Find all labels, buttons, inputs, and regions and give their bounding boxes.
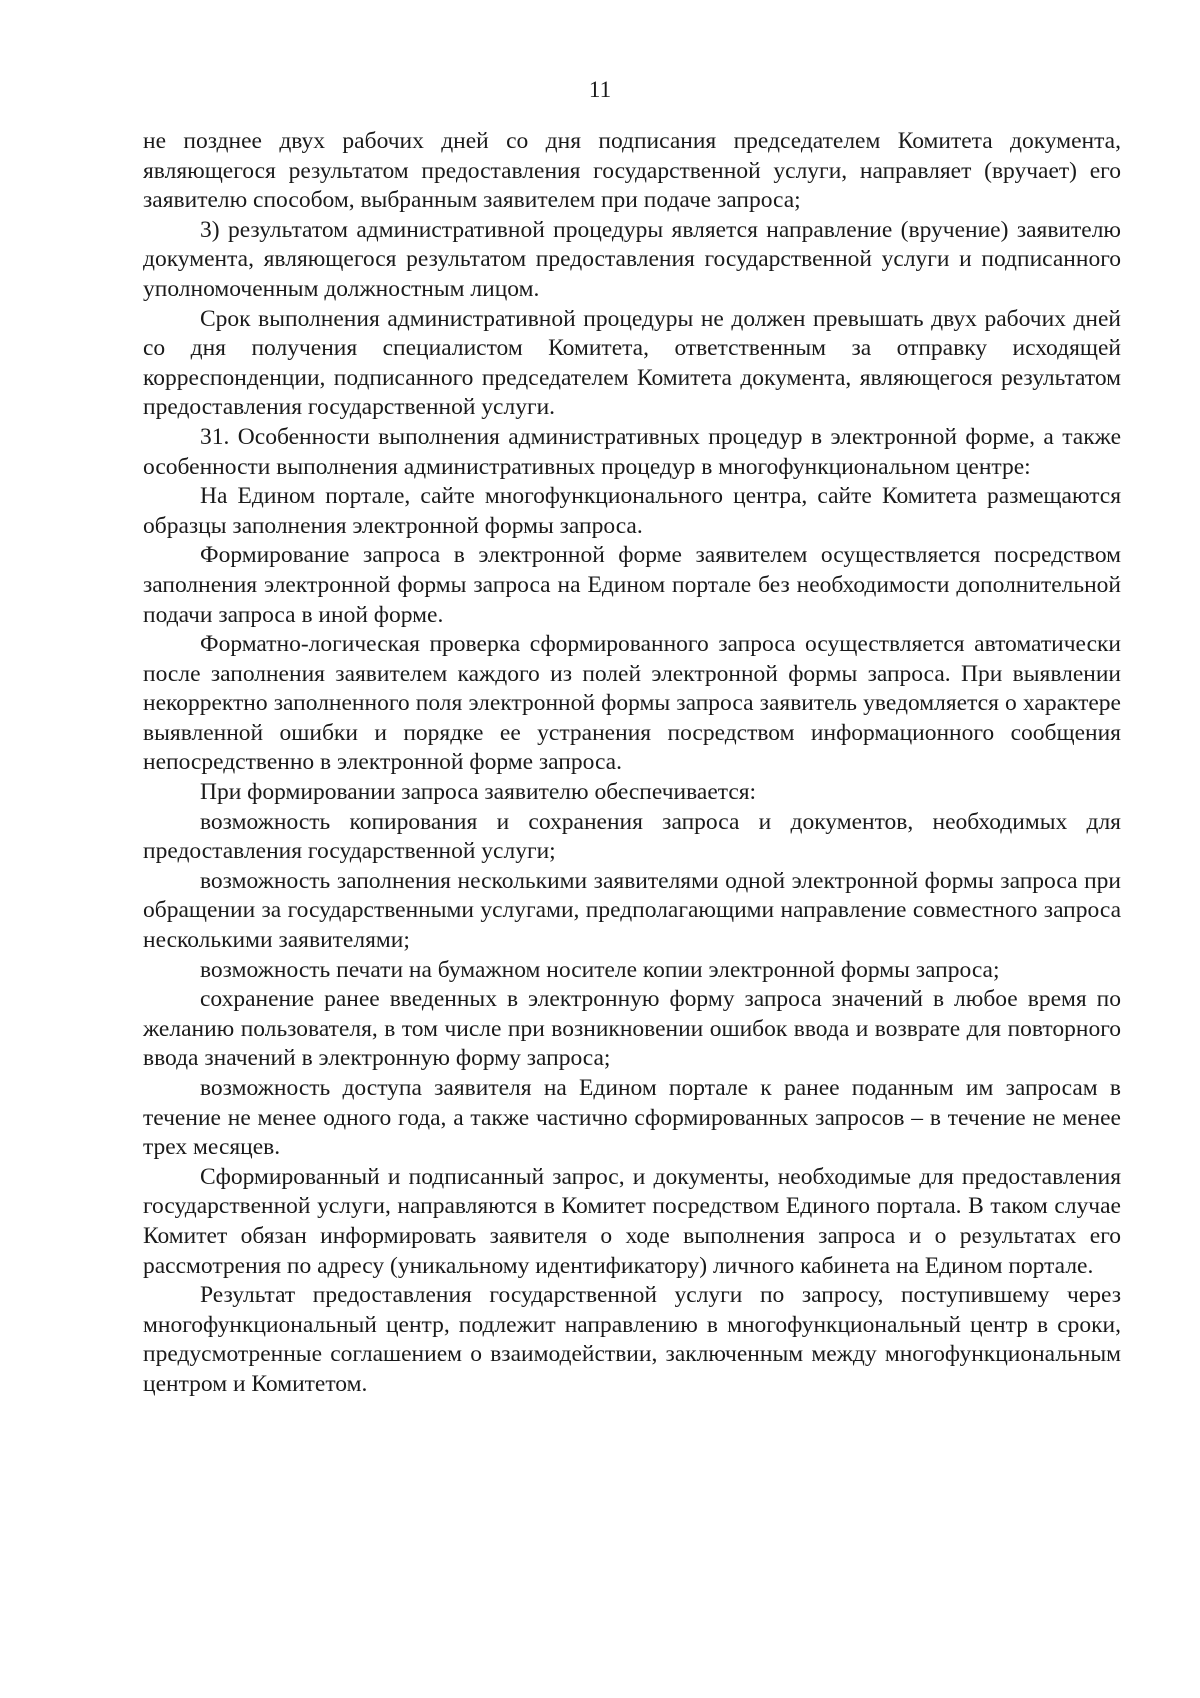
paragraph-portal-samples: На Едином портале, сайте многофункционального центра, сайте Комитета размещаются образцы заполнения электронной формы запроса. bbox=[143, 483, 1121, 539]
paragraph-print: возможность печати на бумажном носителе копии электронной формы запроса; bbox=[200, 956, 1000, 983]
paragraph-signed-request: Сформированный и подписанный запрос, и документы, необходимые для предоставления государственной услуги, направляются в Комитет посредством Единого портала. В таком случае Комитет обязан информировать заявителя о ходе выполнения запроса и о результатах его рассмотрения по адресу (уникальному идентификатору) личного кабинета на Едином портале. bbox=[143, 1163, 1121, 1279]
paragraph-request-formation: Формирование запроса в электронной форме заявителем осуществляется посредством заполнения электронной формы запроса на Едином портале без необходимости дополнительной подачи запроса в иной форме. bbox=[143, 542, 1121, 628]
paragraph-format-check: Форматно-логическая проверка сформированного запроса осуществляется автоматически после заполнения заявителем каждого из полей электронной формы запроса. При выявлении некорректно заполненного поля электронной формы запроса заявитель уведомляется о характере выявленной ошибки и порядке ее устранения посредством информационного сообщения непосредственно в электронной форме запроса. bbox=[143, 631, 1121, 776]
paragraph-joint-filling: возможность заполнения несколькими заявителями одной электронной формы запроса при обращении за государственными услугами, предполагающими направление совместного запроса несколькими заявителями; bbox=[143, 867, 1121, 954]
paragraph-copy-save: возможность копирования и сохранения запроса и документов, необходимых для предоставления государственной услуги; bbox=[143, 808, 1121, 865]
paragraph-provided-list-intro: При формировании запроса заявителю обеспечивается: bbox=[200, 779, 757, 806]
paragraph-continuation: не позднее двух рабочих дней со дня подписания председателем Комитета документа, являющегося результатом предоставления государственной услуги, направляет (вручает) его заявителю способом, выбранным заявителем при подаче запроса; bbox=[143, 128, 1121, 214]
paragraph-deadline: Срок выполнения административной процедуры не должен превышать двух рабочих дней со дня получения специалистом Комитета, ответственным за отправку исходящей корреспонденции, подписанного председателем Комитета документа, являющегося результатом предоставления государственной услуги. bbox=[143, 305, 1121, 421]
paragraph-section-31: 31. Особенности выполнения административных процедур в электронной форме, а также особенности выполнения административных процедур в многофункциональном центре: bbox=[143, 423, 1121, 480]
document-body bbox=[143, 127, 1121, 1400]
page-number: 11 bbox=[588, 77, 612, 102]
paragraph-save-values: сохранение ранее введенных в электронную форму запроса значений в любое время по желанию пользователя, в том числе при возникновении ошибок ввода и возврате для повторного ввода значений в электронную форму запроса; bbox=[143, 986, 1121, 1072]
paragraph-result-item-3: 3) результатом административной процедуры является направление (вручение) заявителю документа, являющегося результатом предоставления государственной услуги и подписанного уполномоченным должностным лицом. bbox=[143, 216, 1121, 302]
paragraph-mfc-result: Результат предоставления государственной услуги по запросу, поступившему через многофункциональный центр, подлежит направлению в многофункциональный центр в сроки, предусмотренные соглашением о взаимодействии, заключенным между многофункциональным центром и Комитетом. bbox=[143, 1282, 1121, 1397]
paragraph-access-requests: возможность доступа заявителя на Едином портале к ранее поданным им запросам в течение не менее одного года, а также частично сформированных запросов – в течение не менее трех месяцев. bbox=[143, 1075, 1121, 1161]
